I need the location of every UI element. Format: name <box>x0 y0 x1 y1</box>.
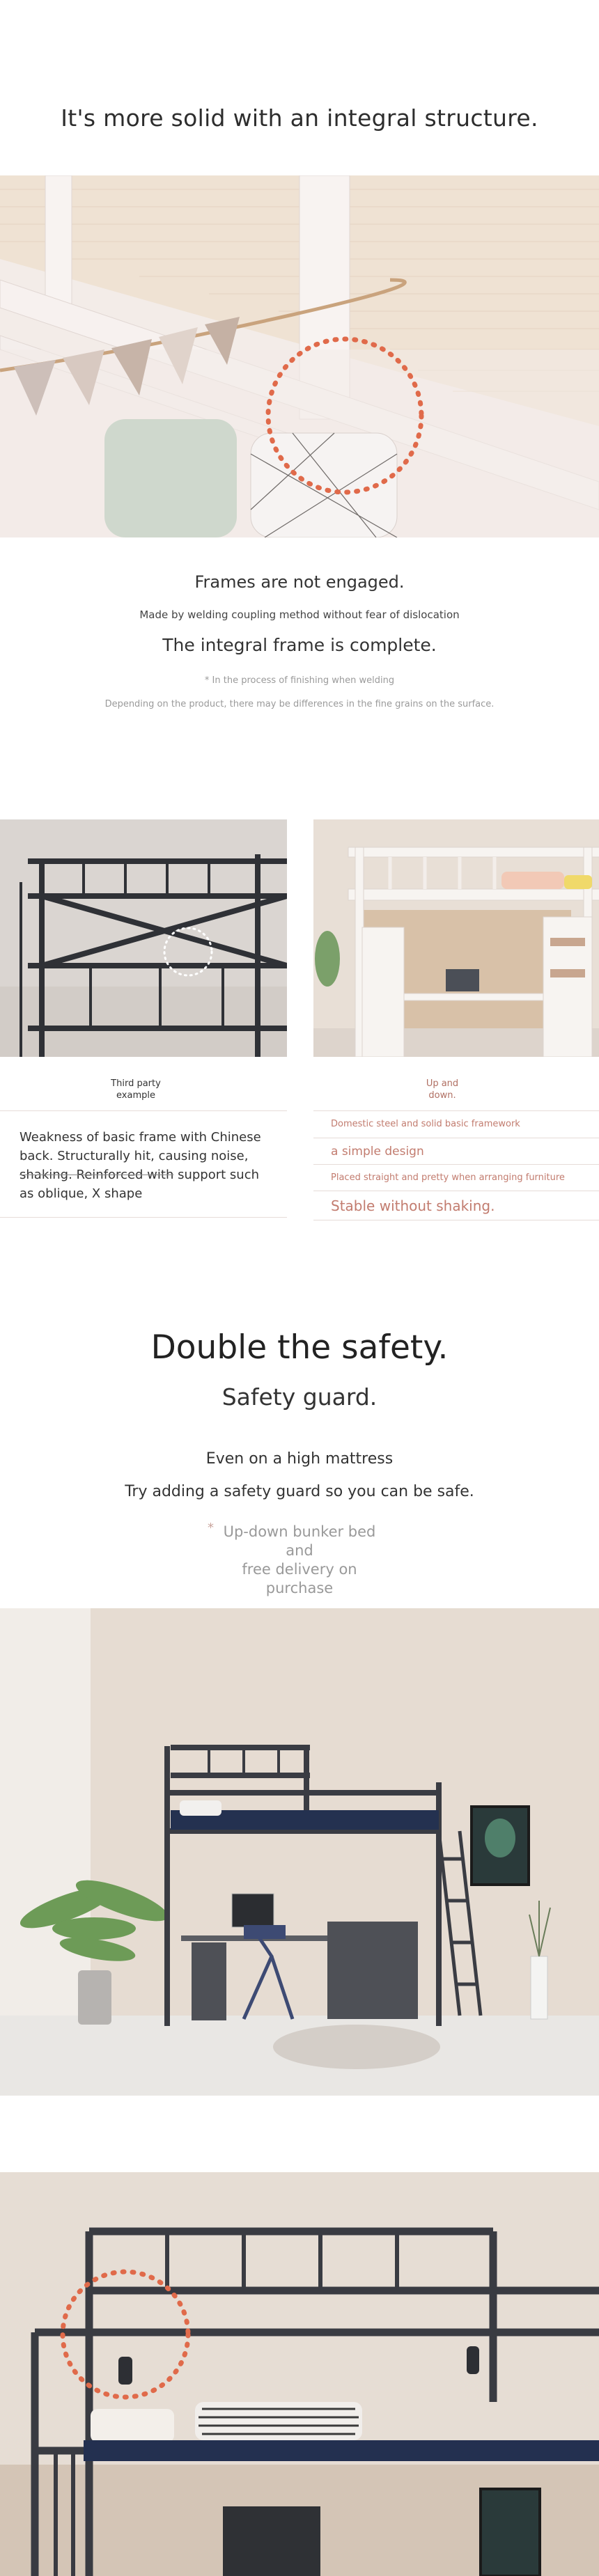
third-party-frame-photo <box>0 819 287 1057</box>
advantage-item-4: Stable without shaking. <box>331 1197 495 1214</box>
divider <box>313 1110 599 1111</box>
bed-frame-closeup-photo <box>0 175 599 537</box>
advantage-item-2: a simple design <box>331 1145 424 1159</box>
updown-bed-photo <box>313 819 599 1057</box>
advantage-item-1: Domestic steel and solid basic framework <box>331 1119 520 1129</box>
updown-label-line1: Up and <box>426 1078 459 1089</box>
safety-line-1: Even on a high mattress <box>205 1450 394 1468</box>
weakness-text-2: support such as oblique, X shape <box>20 1168 260 1201</box>
section-title: It's more solid with an integral structure. <box>61 104 538 132</box>
free-delivery-promo <box>209 1523 390 1598</box>
welding-note: * In the process of finishing when welding <box>204 675 395 686</box>
divider <box>0 1217 287 1218</box>
safety-subtitle: Safety guard. <box>221 1383 378 1411</box>
updown-label-line2: down. <box>428 1090 456 1101</box>
weakness-description <box>20 1128 270 1203</box>
third-party-label-line1: Third party <box>111 1078 161 1089</box>
surface-note: Depending on the product, there may be differences in the fine grains on the surface. <box>104 699 495 709</box>
feature-title-integral: The integral frame is complete. <box>162 635 437 655</box>
promo-line-2: free delivery on purchase <box>242 1561 357 1596</box>
promo-line-1: Up-down bunker bed and <box>223 1523 376 1559</box>
third-party-label <box>104 1078 167 1101</box>
weakness-text-strike: shaking. Reinforced with <box>20 1168 174 1182</box>
feature-title-not-engaged: Frames are not engaged. <box>194 572 405 592</box>
weakness-text-1: Weakness of basic frame with Chinese back. Structurally hit, causing noise, <box>20 1130 261 1163</box>
updown-label <box>411 1078 474 1101</box>
third-party-label-line2: example <box>116 1090 155 1101</box>
loft-bed-room-photo <box>0 1608 599 2096</box>
safety-line-2: Try adding a safety guard so you can be safe. <box>125 1483 474 1500</box>
safety-guard-closeup-photo <box>0 2172 599 2576</box>
divider <box>0 1110 287 1111</box>
divider <box>313 1164 599 1165</box>
safety-title: Double the safety. <box>150 1328 449 1367</box>
feature-desc-welding: Made by welding coupling method without fear of dislocation <box>139 608 460 621</box>
promo-asterisk: * <box>208 1521 214 1535</box>
advantage-item-3: Placed straight and pretty when arranging furniture <box>331 1172 565 1183</box>
